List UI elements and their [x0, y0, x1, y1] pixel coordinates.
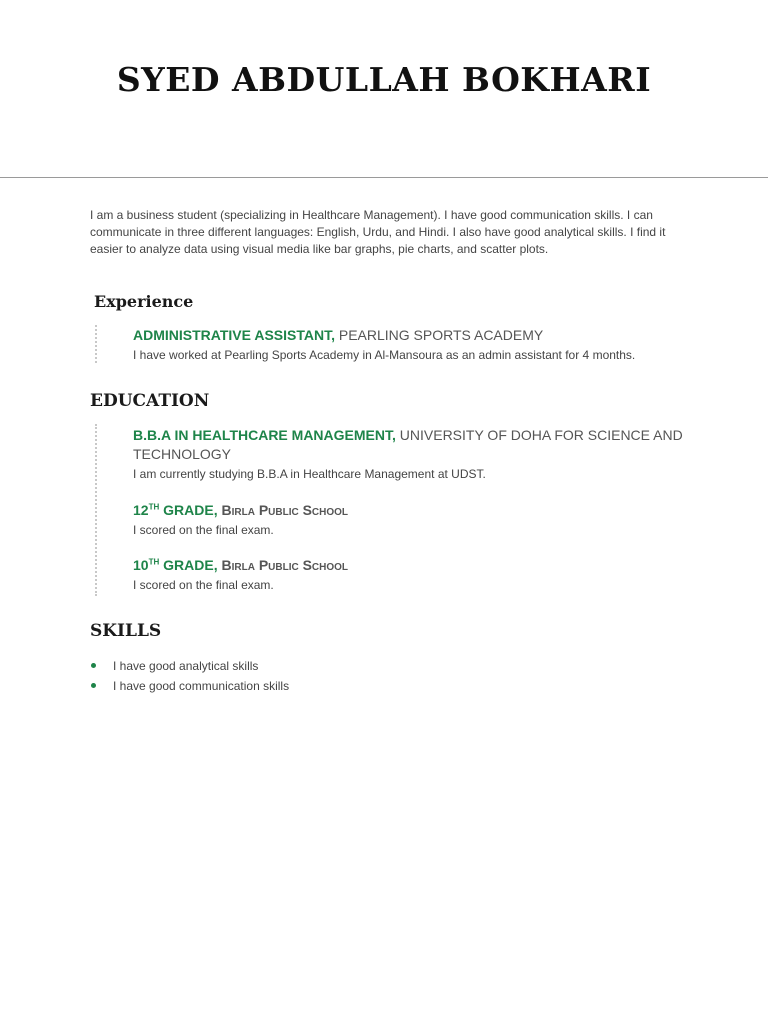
- grade-12-word: GRADE,: [159, 502, 218, 518]
- grade-10-word: GRADE,: [159, 557, 218, 573]
- job-role: ADMINISTRATIVE ASSISTANT,: [133, 327, 335, 343]
- skills-list: [90, 656, 289, 696]
- education-rail: [95, 424, 97, 596]
- education-entry-bba: [133, 426, 693, 483]
- education-entry-title: [133, 426, 693, 464]
- grade-12-label: [133, 502, 218, 518]
- resume-name: SYED ABDULLAH BOKHARI: [116, 60, 652, 99]
- degree-name: B.B.A IN HEALTHCARE MANAGEMENT,: [133, 427, 396, 443]
- experience-rail: [95, 325, 97, 363]
- grade-10-title: [133, 556, 693, 575]
- experience-heading: Experience: [94, 292, 194, 311]
- grade-10-label: [133, 557, 218, 573]
- education-entry-grade-10: [133, 556, 693, 594]
- education-entry-grade-12: [133, 501, 693, 539]
- grade-12-school: Birla Public School: [221, 502, 349, 518]
- list-item: [90, 676, 289, 696]
- grade-12-number: 12: [133, 502, 149, 518]
- education-heading: EDUCATION: [90, 391, 210, 411]
- skills-heading: SKILLS: [90, 621, 162, 641]
- grade-10-number: 10: [133, 557, 149, 573]
- degree-description: I am currently studying B.B.A in Healthcare Management at UDST.: [133, 467, 486, 481]
- grade-12-title: [133, 501, 693, 520]
- job-organization: PEARLING SPORTS ACADEMY: [338, 327, 544, 343]
- university-name: UNIVERSITY OF DOHA FOR SCIENCE AND TECHNOLOGY: [133, 427, 683, 462]
- skill-text: I have good communication skills: [113, 679, 290, 693]
- grade-12-suffix: TH: [148, 502, 160, 512]
- grade-12-description: I scored on the final exam.: [133, 523, 274, 537]
- header-divider: [0, 177, 768, 178]
- job-description: I have worked at Pearling Sports Academy in Al-Mansoura as an admin assistant for 4 months.: [133, 348, 636, 362]
- grade-10-description: I scored on the final exam.: [133, 578, 274, 592]
- summary-paragraph: I am a business student (specializing in Healthcare Management). I have good communication skills. I can communicate in three different languages: English, Urdu, and Hindi. I also have good analytical skills. I find it easier to analyze data using visual media like bar graphs, pie charts, and scatter plots.: [90, 208, 666, 256]
- bullet-icon: [91, 663, 96, 668]
- bullet-icon: [91, 683, 96, 688]
- grade-10-school: Birla Public School: [221, 557, 349, 573]
- experience-entry-title: [133, 326, 693, 345]
- grade-10-suffix: TH: [148, 557, 160, 567]
- skill-text: I have good analytical skills: [113, 659, 259, 673]
- experience-entry: [133, 326, 693, 364]
- list-item: [90, 656, 289, 676]
